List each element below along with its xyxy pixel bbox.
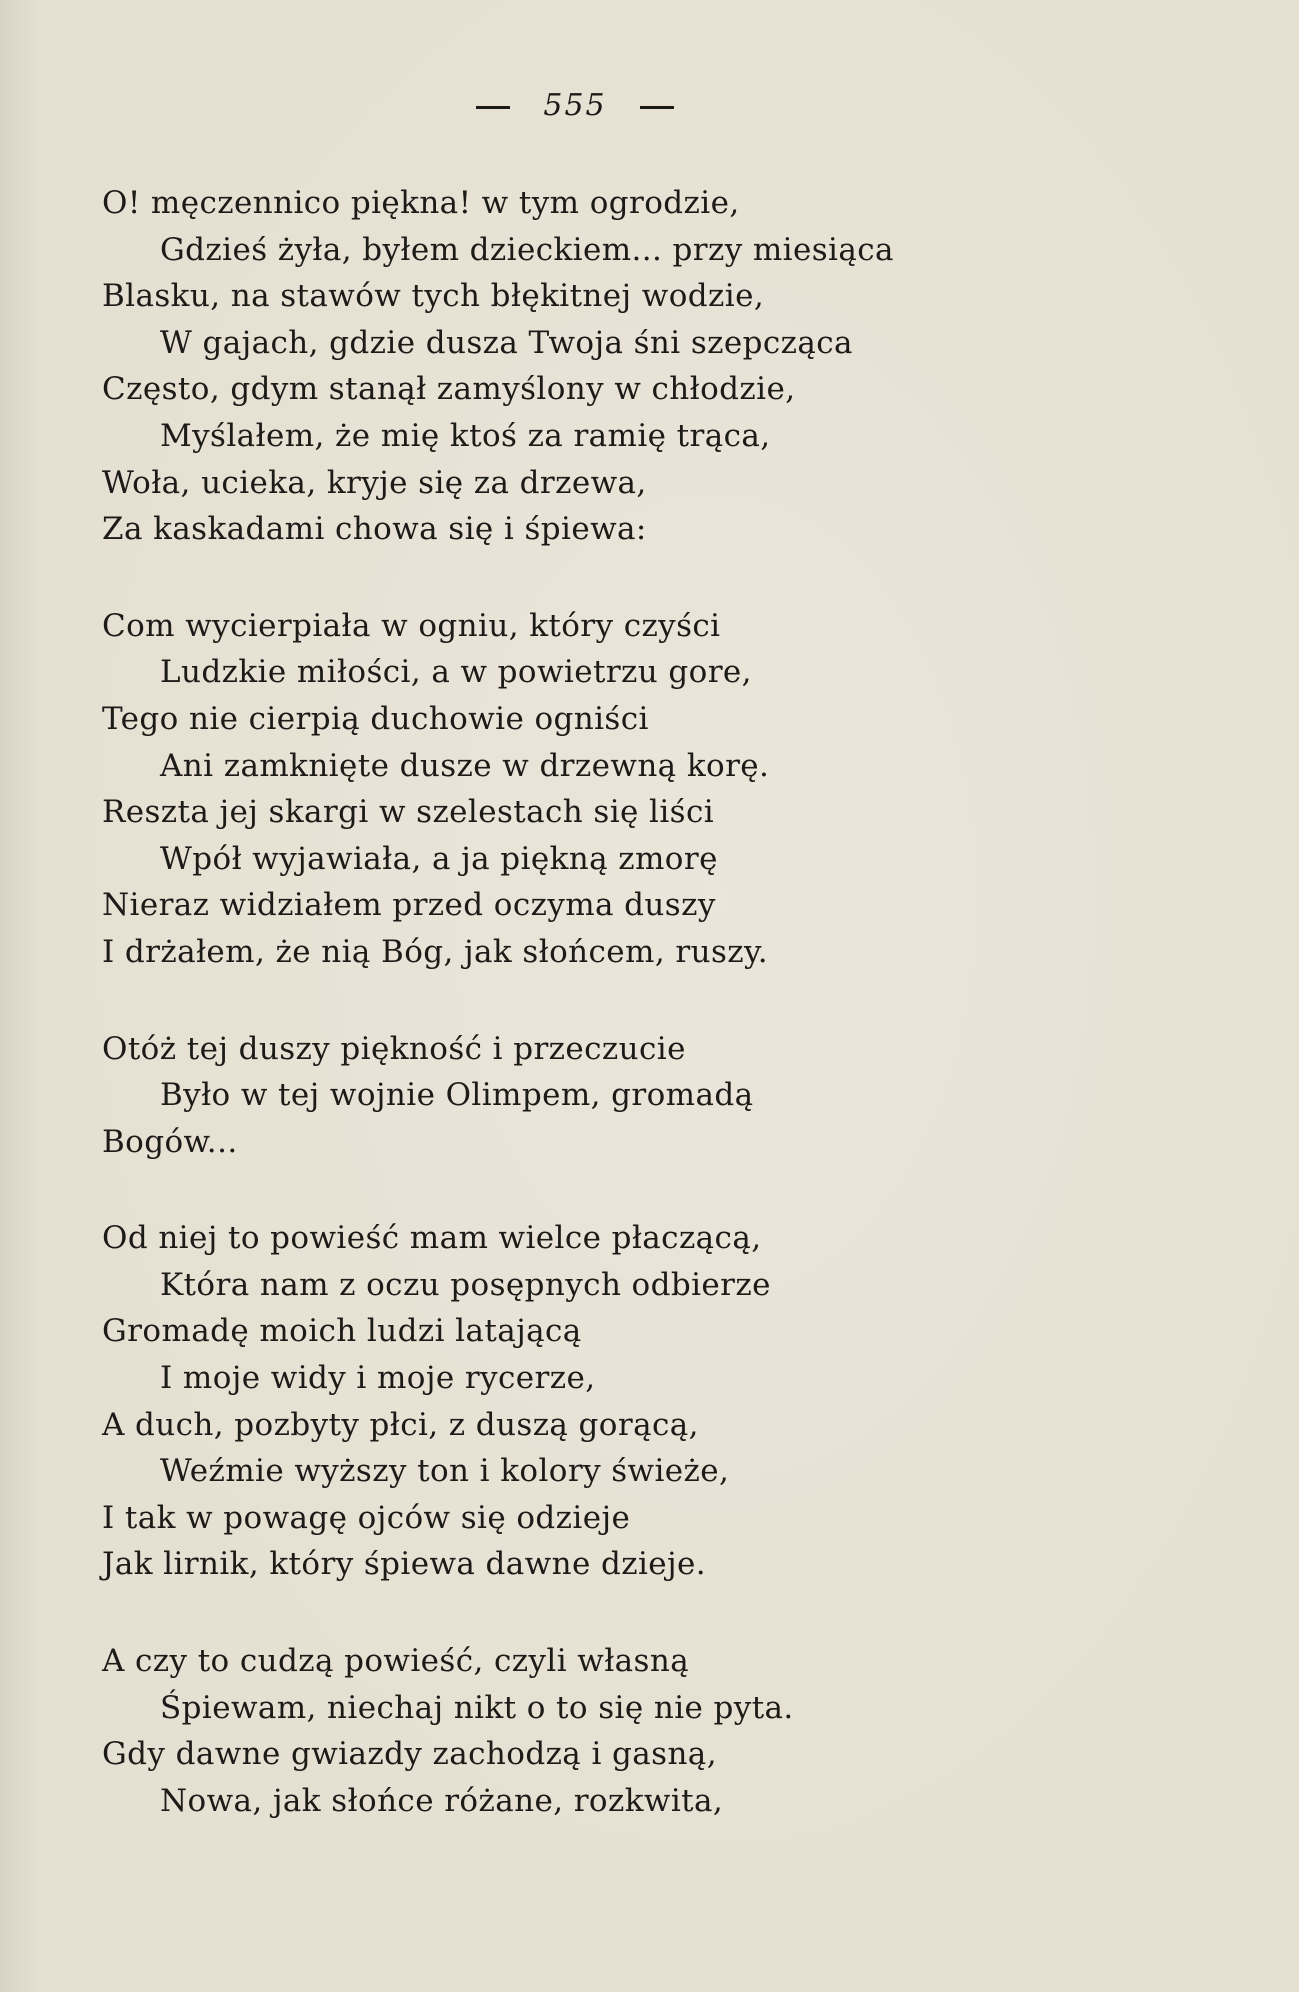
poem-line: O! męczennico piękna! w tym ogrodzie,: [102, 185, 740, 221]
poem-line: Bogów...: [102, 1123, 238, 1160]
poem-line: Często, gdym stanął zamyślony w chłodzie,: [102, 371, 796, 408]
poem-line: Myślałem, że mię ktoś za ramię trąca,: [160, 417, 771, 454]
poem-line: Otóż tej duszy piękność i przeczucie: [102, 1030, 686, 1067]
poem-text: [102, 180, 1102, 1874]
poem-line: Od niej to powieść mam wielce płaczącą,: [102, 1220, 762, 1257]
poem-line: I drżałem, że nią Bóg, jak słońcem, ruszy.: [102, 933, 769, 970]
page-number: 555: [543, 88, 607, 123]
poem-line: Było w tej wojnie Olimpem, gromadą: [160, 1077, 754, 1114]
poem-line: Ludzkie miłości, a w powietrzu gore,: [160, 654, 752, 691]
poem-line: A czy to cudzą powieść, czyli własną: [102, 1643, 690, 1680]
poem-line: Reszta jej skargi w szelestach się liści: [102, 794, 715, 831]
poem-line: Śpiewam, niechaj nikt o to się nie pyta.: [160, 1689, 794, 1726]
poem-line: Gdzieś żyła, byłem dzieckiem... przy miesiąca: [160, 231, 894, 268]
poem-line: Nowa, jak słońce różane, rozkwita,: [160, 1782, 724, 1819]
poem-line: A duch, pozbyty płci, z duszą gorącą,: [102, 1406, 699, 1443]
stanza: [102, 603, 1102, 976]
stanza: [102, 1215, 1102, 1588]
poem-line: Woła, ucieka, kryje się za drzewa,: [102, 464, 647, 501]
poem-line: Weźmie wyższy ton i kolory świeże,: [160, 1453, 730, 1490]
poem-line: Gdy dawne gwiazdy zachodzą i gasną,: [102, 1736, 717, 1773]
poem-line: Jak lirnik, który śpiewa dawne dzieje.: [102, 1546, 707, 1583]
stanza: [102, 180, 1102, 553]
poem-line: W gajach, gdzie dusza Twoja śni szepcząca: [160, 324, 853, 361]
poem-line: Ani zamknięte dusze w drzewną korę.: [160, 747, 770, 784]
poem-line: Za kaskadami chowa się i śpiewa:: [102, 511, 647, 548]
poem-line: I moje widy i moje rycerze,: [160, 1360, 596, 1397]
header-dash-right: [640, 106, 674, 109]
poem-line: I tak w powagę ojców się odzieje: [102, 1499, 631, 1536]
poem-line: Blasku, na stawów tych błękitnej wodzie,: [102, 278, 765, 315]
poem-line: Która nam z oczu posępnych odbierze: [160, 1266, 771, 1303]
poem-line: Gromadę moich ludzi latającą: [102, 1313, 582, 1350]
page-header: [0, 88, 1150, 123]
poem-line: Wpół wyjawiała, a ja piękną zmorę: [160, 840, 718, 877]
poem-line: Tego nie cierpią duchowie ogniści: [102, 700, 649, 737]
poem-line: Nieraz widziałem przed oczyma duszy: [102, 887, 716, 924]
header-dash-left: [476, 106, 510, 109]
stanza: [102, 1638, 1102, 1824]
stanza: [102, 1026, 1102, 1166]
poem-line: Com wycierpiała w ogniu, który czyści: [102, 607, 721, 644]
